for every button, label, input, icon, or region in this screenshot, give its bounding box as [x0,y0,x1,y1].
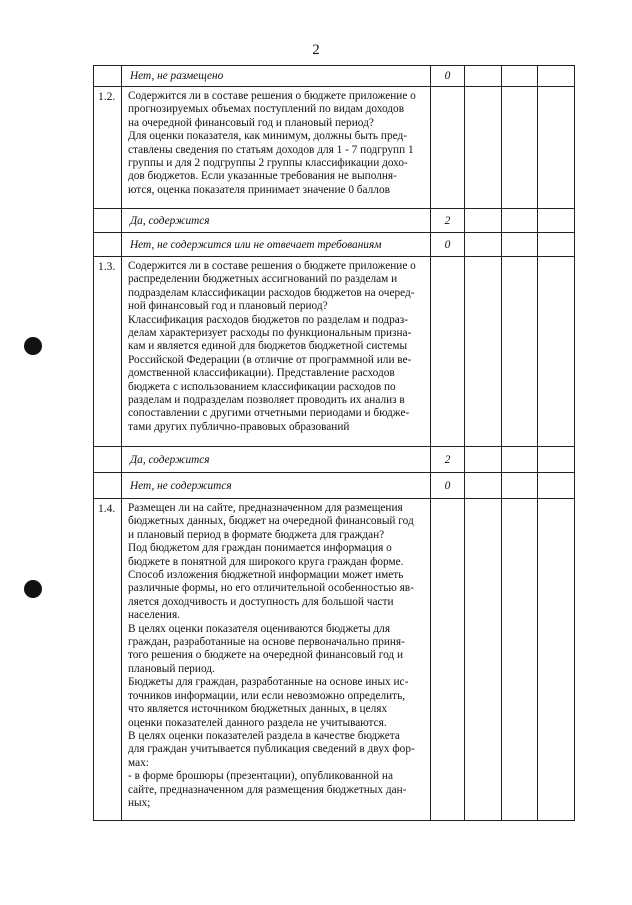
table-row [94,499,575,821]
text-line: плановый период. [128,662,215,675]
text-line: домственной классификации). Представление расходов [128,367,395,380]
evaluation-cell [465,66,502,87]
text-line: В целях оценки показателей раздела в качестве бюджета [128,729,400,742]
text-line: Содержится ли в составе решения о бюджете приложение о [128,260,416,272]
evaluation-cell [502,209,538,233]
text-line: того решения о бюджете на очередной финансовый год и [128,649,404,662]
table-row [94,66,575,87]
text-line: Содержится ли в составе решения о бюджете приложение о [128,90,416,102]
text-line: граждан, разработанные на основе первоначально приня- [128,636,405,649]
score-cell: 2 [431,447,465,473]
text-line: бюджетных данных, бюджет на очередной финансовый год [128,515,414,528]
number-cell [94,447,122,473]
evaluation-cell [538,87,575,209]
text-line: ляется доходчивость и доступность для большой части [128,595,394,608]
text-line: различные формы, но его отличительной особенностью яв- [128,582,414,595]
text-line: Размещен ли на сайте, предназначенном для размещения [128,502,403,514]
answer-option: Нет, не размещено [122,66,431,87]
number-cell [94,473,122,499]
answer-option: Да, содержится [122,209,431,233]
text-line: подразделам классификации расходов бюджетов на очеред- [128,286,415,299]
number-cell [94,209,122,233]
text-line: оценки показателей данного раздела не учитываются. [128,716,387,729]
text-line: ных; [128,796,151,809]
evaluation-cell [465,473,502,499]
table-row [94,233,575,257]
text-line: Российской Федерации (в отличие от программной или ве- [128,353,412,366]
criterion-text [122,257,431,447]
table-row [94,473,575,499]
text-line: кам и является единой для бюджетов бюджетной системы [128,340,408,353]
criterion-number: 1.4. [94,499,122,821]
text-line: бюджета с использованием классификации расходов по [128,380,396,393]
score-cell [431,87,465,209]
text-line: дов бюджетов. Если указанные требования не выполня- [128,170,397,183]
text-line: тами других публично-правовых образований [128,420,350,433]
score-cell: 2 [431,209,465,233]
text-line: ной финансовый год и плановый период? [128,300,328,313]
text-line: прогнозируемых объемах поступлений по видам доходов [128,103,405,116]
text-line: населения. [128,609,180,622]
evaluation-cell [465,257,502,447]
evaluation-cell [538,447,575,473]
number-cell [94,66,122,87]
text-line: сайте, предназначенном для размещения бюджетных дан- [128,783,407,796]
criterion-number: 1.3. [94,257,122,447]
table-row [94,87,575,209]
evaluation-cell [465,209,502,233]
score-cell: 0 [431,66,465,87]
evaluation-cell [538,233,575,257]
evaluation-cell [538,66,575,87]
text-line: Для оценки показателя, как минимум, должны быть пред- [128,130,407,143]
text-line: что является источником бюджетных данных, в целях [128,703,388,716]
table-row [94,447,575,473]
text-line: на очередной финансовый год и плановый период? [128,116,374,129]
score-cell: 0 [431,473,465,499]
page-number: 2 [312,42,320,58]
evaluation-cell [465,233,502,257]
evaluation-cell [538,257,575,447]
text-line: В целях оценки показателя оцениваются бюджеты для [128,622,391,635]
text-line: бюджете в понятной для широкого круга граждан форме. [128,555,404,568]
evaluation-cell [502,473,538,499]
table-row [94,257,575,447]
score-cell [431,499,465,821]
evaluation-cell [465,87,502,209]
answer-option: Нет, не содержится или не отвечает требованиям [122,233,431,257]
evaluation-cell [465,499,502,821]
text-line: Бюджеты для граждан, разработанные на основе иных ис- [128,676,409,689]
answer-option: Нет, не содержится [122,473,431,499]
criterion-text [122,87,431,209]
criterion-text [122,499,431,821]
text-line: точников информации, или если невозможно определить, [128,689,406,702]
criterion-number: 1.2. [94,87,122,209]
text-line: для граждан учитывается публикация сведений в двух фор- [128,743,415,756]
evaluation-cell [538,473,575,499]
evaluation-cell [465,447,502,473]
evaluation-cell [538,499,575,821]
evaluation-cell [502,257,538,447]
evaluation-cell [502,87,538,209]
number-cell [94,233,122,257]
text-line: распределении бюджетных ассигнований по разделам и [128,273,398,286]
text-line: Под бюджетом для граждан понимается информация о [128,542,392,555]
evaluation-cell [502,233,538,257]
text-line: группы и для 2 подгруппы 2 группы классификации дохо- [128,157,408,170]
criteria-table [93,65,575,821]
evaluation-cell [538,209,575,233]
text-line: Способ изложения бюджетной информации может иметь [128,569,404,582]
binder-hole-mark [24,580,42,598]
evaluation-cell [502,447,538,473]
text-line: ются, оценка показателя принимает значение 0 баллов [128,183,390,196]
evaluation-cell [502,66,538,87]
score-cell [431,257,465,447]
table-row [94,209,575,233]
text-line: мах: [128,756,149,769]
text-line: сопоставлении с другими отчетными периодами и бюдже- [128,407,410,420]
text-line: делам характеризует расходы по функциональным призна- [128,327,412,340]
binder-hole-mark [24,337,42,355]
text-line: ставлены сведения по статьям доходов для 1 - 7 подгрупп 1 [128,143,414,156]
answer-option: Да, содержится [122,447,431,473]
text-line: разделам и подразделам позволяет проводить их анализ в [128,394,405,407]
evaluation-cell [502,499,538,821]
text-line: - в форме брошюры (презентации), опубликованной на [128,770,393,783]
score-cell: 0 [431,233,465,257]
text-line: Классификация расходов бюджетов по разделам и подраз- [128,313,409,326]
text-line: и плановый период в формате бюджета для граждан? [128,528,385,541]
